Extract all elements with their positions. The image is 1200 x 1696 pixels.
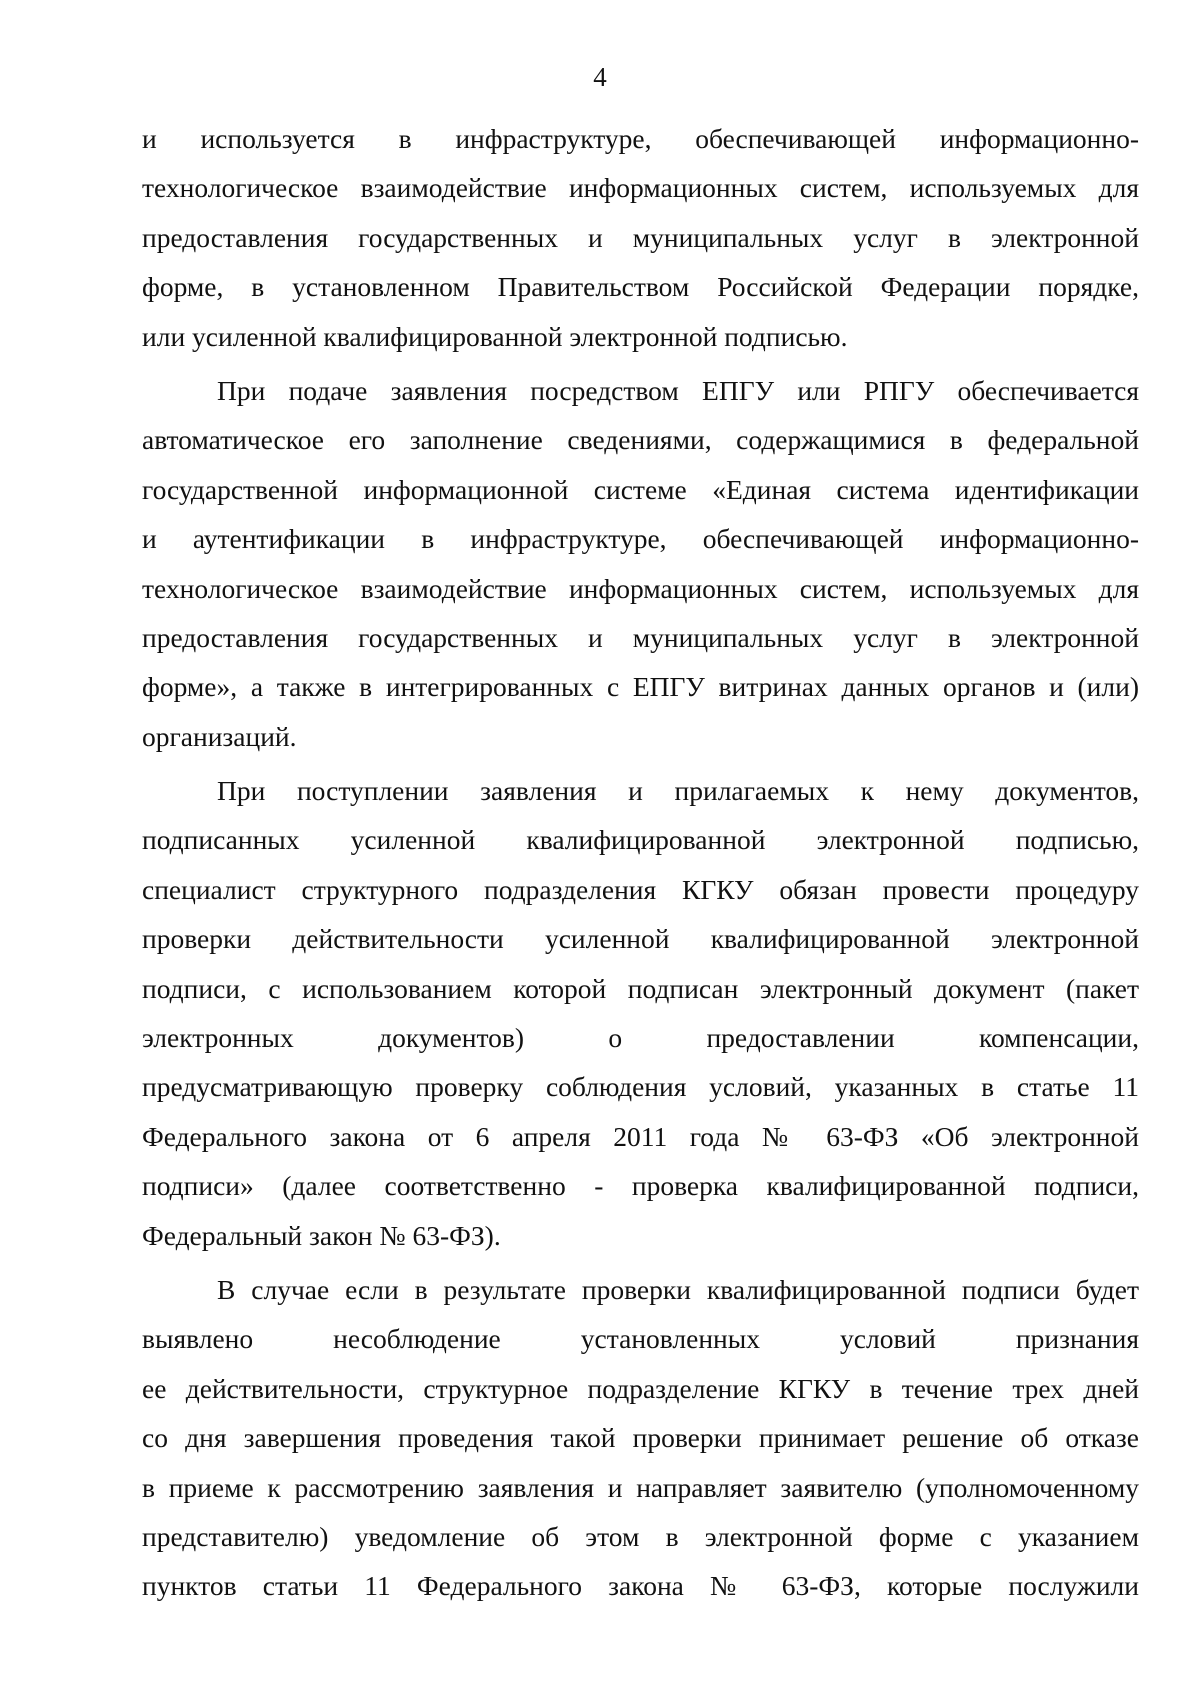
text-line: форме», а также в интегрированных с ЕПГУ витринах данных органов и (или) <box>142 671 1139 703</box>
text-line: При поступлении заявления и прилагаемых к нему документов, <box>217 775 1139 807</box>
text-line: государственной информационной системе «Единая система идентификации <box>142 473 1139 505</box>
text-line: Федерального закона от 6 апреля 2011 года № 63-ФЗ «Об электронной <box>142 1120 1139 1152</box>
text-line: и используется в инфраструктуре, обеспечивающей информационно- <box>142 123 1139 154</box>
text-line: пунктов статьи 11 Федерального закона № 63-ФЗ, которые послужили <box>142 1570 1139 1602</box>
text-line: проверки действительности усиленной квалифицированной электронной <box>142 923 1139 955</box>
text-line: выявлено несоблюдение установленных условий признания <box>142 1323 1139 1355</box>
text-line: подписи, с использованием которой подписан электронный документ (пакет <box>142 972 1139 1004</box>
text-line: предоставления государственных и муниципальных услуг в электронной <box>142 221 1139 253</box>
text-line: подписи» (далее соответственно - проверка квалифицированной подписи, <box>142 1170 1139 1202</box>
text-line: В случае если в результате проверки квалифицированной подписи будет <box>217 1273 1139 1305</box>
paragraph-continuation <box>142 114 1139 361</box>
text-line: предусматривающую проверку соблюдения условий, указанных в статье 11 <box>142 1071 1139 1103</box>
text-line: При подаче заявления посредством ЕПГУ или РПГУ обеспечивается <box>217 374 1139 406</box>
text-line: специалист структурного подразделения КГКУ обязан провести процедуру <box>142 873 1139 905</box>
text-line: предоставления государственных и муниципальных услуг в электронной <box>142 621 1139 653</box>
paragraph-refusal <box>142 1265 1139 1611</box>
text-line: подписанных усиленной квалифицированной электронной подписью, <box>142 824 1139 856</box>
paragraph-signature-check <box>142 766 1139 1260</box>
text-line: и аутентификации в инфраструктуре, обеспечивающей информационно- <box>142 523 1139 555</box>
paragraph-epgu-autofill <box>142 366 1139 761</box>
text-line: технологическое взаимодействие информационных систем, используемых для <box>142 172 1139 204</box>
text-line: технологическое взаимодействие информационных систем, используемых для <box>142 572 1139 604</box>
text-line: представителю) уведомление об этом в электронной форме с указанием <box>142 1520 1139 1552</box>
text-line: автоматическое его заполнение сведениями, содержащимися в федеральной <box>142 424 1139 456</box>
text-line: электронных документов) о предоставлении компенсации, <box>142 1022 1139 1054</box>
text-line: со дня завершения проведения такой проверки принимает решение об отказе <box>142 1422 1139 1454</box>
text-line: форме, в установленном Правительством Российской Федерации порядке, <box>142 271 1139 303</box>
text-line: или усиленной квалифицированной электронной подписью. <box>142 320 848 352</box>
page-number: 4 <box>593 62 607 92</box>
document-body <box>142 114 1139 1611</box>
text-line: в приеме к рассмотрению заявления и направляет заявителю (уполномоченному <box>142 1471 1139 1503</box>
text-line: Федеральный закон № 63-ФЗ). <box>142 1219 501 1251</box>
text-line: ее действительности, структурное подразделение КГКУ в течение трех дней <box>142 1372 1139 1404</box>
text-line: организаций. <box>142 720 297 752</box>
